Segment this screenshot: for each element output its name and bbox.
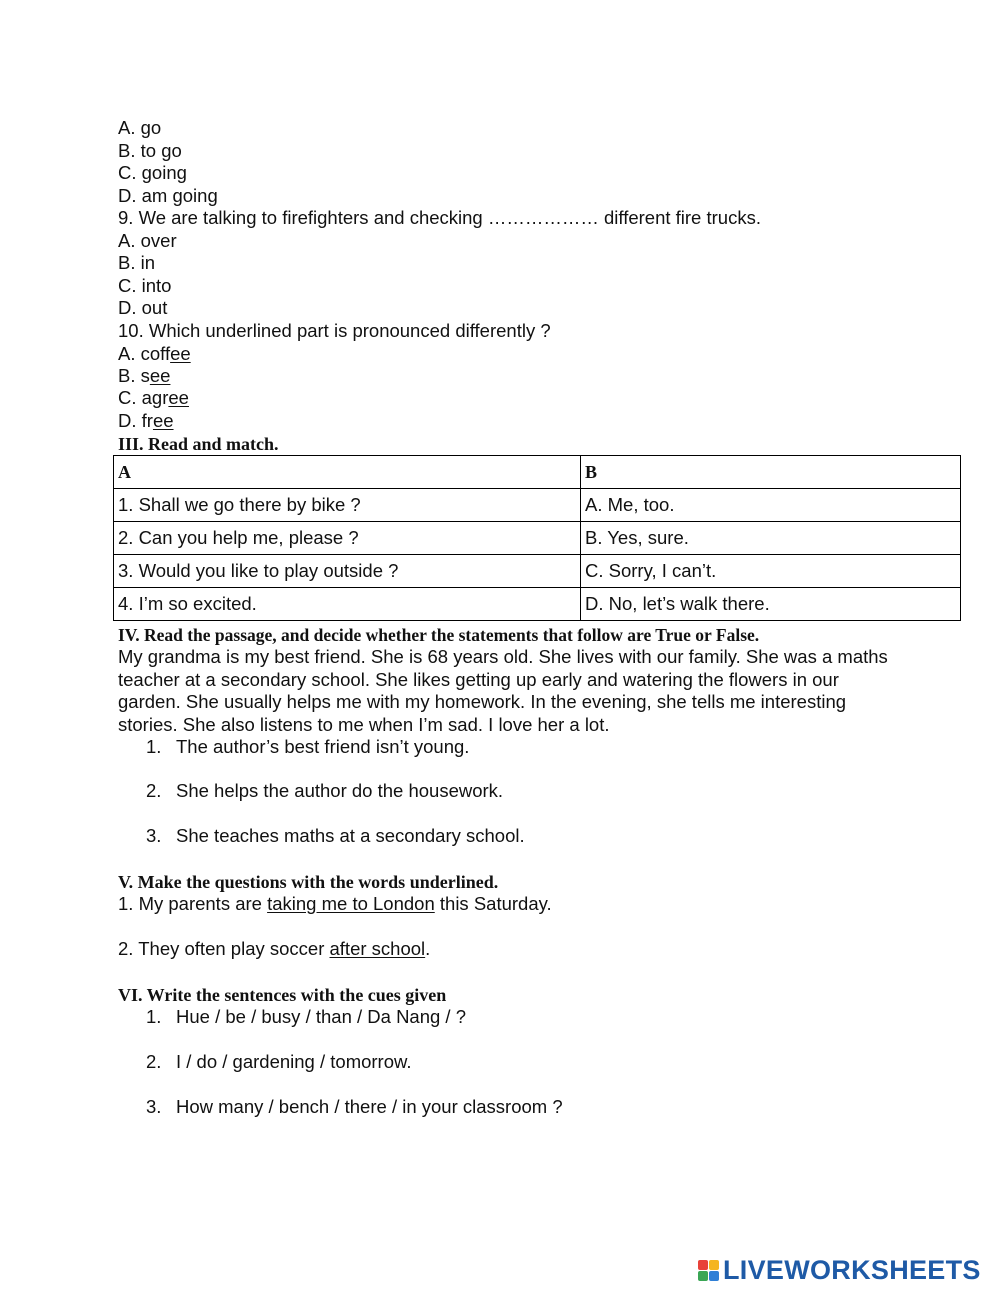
match-item-b: A. Me, too. (581, 489, 961, 522)
section-4-heading: IV. Read the passage, and decide whether the statements that follow are True or False. (118, 625, 760, 645)
underlined-part: ee (149, 365, 171, 386)
section-5-heading: V. Make the questions with the words underlined. (118, 872, 499, 892)
q9-option-a: A. over (118, 230, 177, 251)
q9-option-c: C. into (118, 275, 172, 296)
q8-option-c: C. going (118, 162, 187, 183)
q8-option-b: B. to go (118, 140, 182, 161)
cue-item-3: 3. How many / bench / there / in your classroom ? (146, 1096, 563, 1117)
logo-text: LIVEWORKSHEETS (723, 1254, 981, 1285)
match-item-a: 2. Can you help me, please ? (114, 522, 581, 555)
reading-passage: My grandma is my best friend. She is 68 years old. She lives with our family. She was a maths teacher at a secondary school. She likes getting up early and watering the flowers in our garden. She usually helps me with my homework. In the evening, she tells me interesting stories. She also listens to me when I’m sad. I love her a lot. (118, 646, 888, 735)
statement-3: 3. She teaches maths at a secondary school. (146, 825, 525, 846)
column-b-header: B (581, 456, 961, 489)
match-item-a: 3. Would you like to play outside ? (114, 555, 581, 588)
q9-option-b: B. in (118, 252, 156, 273)
q9-option-d: D. out (118, 297, 168, 318)
q9-question: 9. We are talking to firefighters and checking ……………… different fire trucks. (118, 207, 761, 228)
section-3-heading: III. Read and match. (118, 434, 279, 454)
statement-1: 1. The author’s best friend isn’t young. (146, 736, 470, 757)
underlined-part: ee (170, 343, 191, 364)
underlined-words: after school (329, 938, 426, 959)
q10-option-b: B. see (118, 365, 171, 386)
match-item-b: C. Sorry, I can’t. (581, 555, 961, 588)
table-header-row (114, 456, 961, 489)
underlined-part: ee (168, 387, 189, 408)
cue-item-2: 2. I / do / gardening / tomorrow. (146, 1051, 412, 1072)
logo-blocks-icon (698, 1260, 719, 1281)
match-table (113, 455, 961, 621)
statement-2: 2. She helps the author do the housework. (146, 780, 504, 801)
cue-item-1: 1. Hue / be / busy / than / Da Nang / ? (146, 1006, 467, 1027)
section-6-heading: VI. Write the sentences with the cues given (118, 985, 447, 1005)
q10-question: 10. Which underlined part is pronounced differently ? (118, 320, 551, 341)
table-row (114, 588, 961, 621)
logo-block (698, 1271, 708, 1281)
q8-option-a: A. go (118, 117, 162, 138)
logo-block (698, 1260, 708, 1270)
table-row (114, 489, 961, 522)
table-row (114, 522, 961, 555)
table-row (114, 555, 961, 588)
logo-block (709, 1260, 719, 1270)
underlined-part: ee (152, 410, 174, 431)
match-item-b: B. Yes, sure. (581, 522, 961, 555)
question-item-2: 2. They often play soccer after school. (118, 938, 431, 959)
logo-block (709, 1271, 719, 1281)
match-item-a: 1. Shall we go there by bike ? (114, 489, 581, 522)
question-item-1: 1. My parents are taking me to London this Saturday. (118, 893, 552, 914)
q10-option-c: C. agree (118, 387, 189, 408)
match-item-a: 4. I’m so excited. (114, 588, 581, 621)
q8-option-d: D. am going (118, 185, 218, 206)
liveworksheets-logo (698, 1254, 981, 1286)
match-item-b: D. No, let’s walk there. (581, 588, 961, 621)
column-a-header: A (114, 456, 581, 489)
q10-option-d: D. free (118, 410, 174, 431)
underlined-words: taking me to London (267, 893, 435, 914)
q10-option-a: A. coffee (118, 343, 191, 364)
